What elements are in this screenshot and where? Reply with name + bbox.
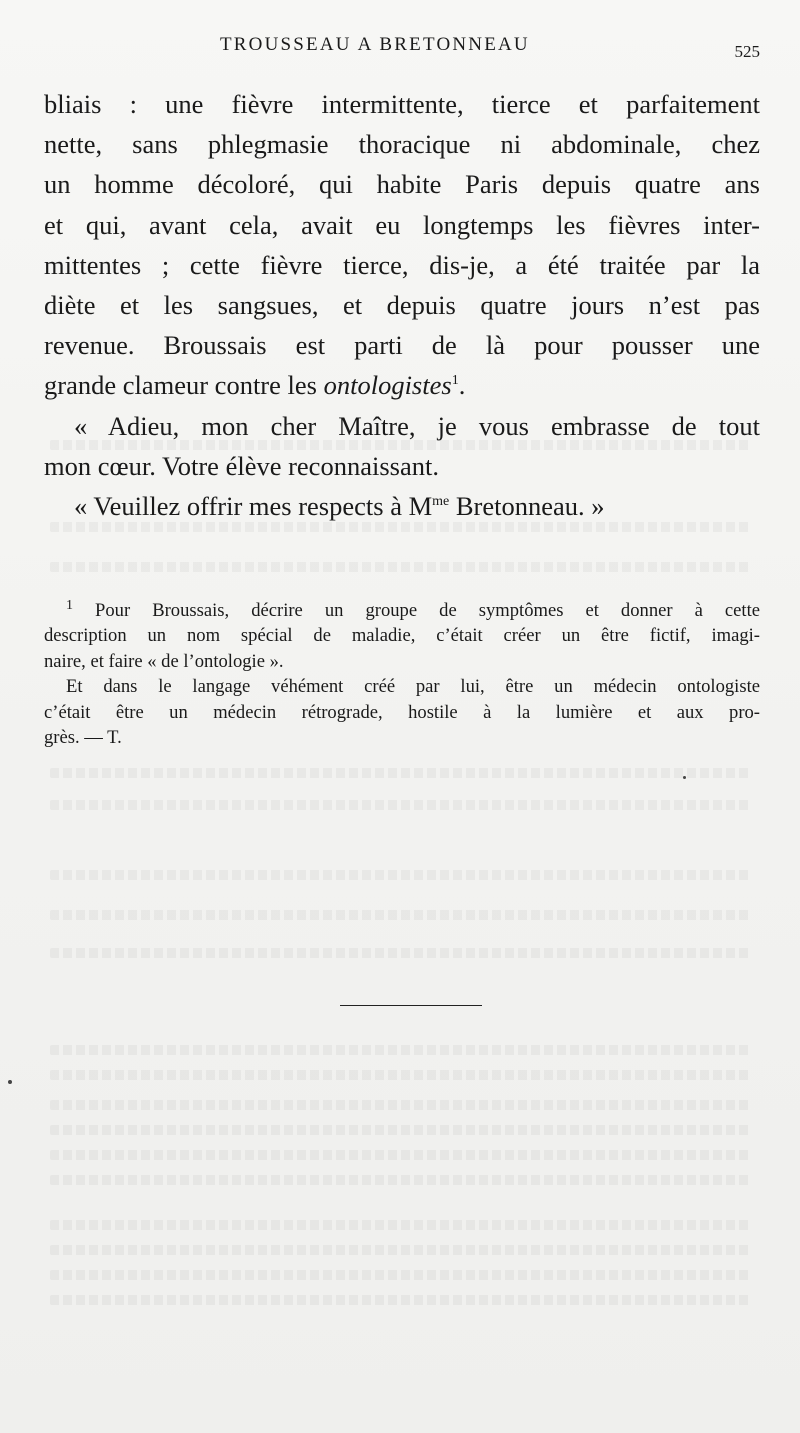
- show-through-text: [50, 768, 750, 778]
- show-through-text: [50, 562, 750, 572]
- text-line: [44, 365, 760, 405]
- show-through-text: [50, 948, 750, 958]
- page-header: [44, 34, 760, 64]
- text-line: diète et les sangsues, et depuis quatre jours n’est pas: [44, 289, 760, 320]
- superscript-abbreviation: me: [432, 494, 450, 510]
- text-line: « Adieu, mon cher Maître, je vous embrasse de tout: [74, 410, 760, 441]
- show-through-text: [50, 1295, 750, 1305]
- show-through-text: [50, 1150, 750, 1160]
- italic-word: ontologistes: [323, 370, 452, 401]
- end-rule: [340, 1005, 482, 1006]
- text-line: [44, 486, 760, 526]
- footnote-marker: 1: [66, 597, 73, 613]
- footnote-line: description un nom spécial de maladie, c’était créer un être fictif, imagi-: [44, 625, 760, 647]
- footnote-reference[interactable]: 1: [451, 373, 459, 389]
- text-fragment: Bretonneau. »: [449, 490, 605, 521]
- show-through-text: [50, 910, 750, 920]
- show-through-text: [50, 1175, 750, 1185]
- show-through-text: [50, 1100, 750, 1110]
- show-through-text: [50, 1270, 750, 1280]
- show-through-text: [50, 870, 750, 880]
- text-fragment: « Veuillez offrir mes respects à M: [74, 490, 433, 521]
- running-title: TROUSSEAU A BRETONNEAU: [220, 34, 530, 55]
- text-fragment: .: [458, 370, 466, 401]
- page-number: 525: [734, 42, 760, 61]
- footnote-line: naire, et faire « de l’ontologie ».: [44, 650, 284, 672]
- text-line: un homme décoloré, qui habite Paris depuis quatre ans: [44, 169, 760, 200]
- text-line: et qui, avant cela, avait eu longtemps les fièvres inter-: [44, 209, 760, 240]
- show-through-text: [50, 1125, 750, 1135]
- footnote-line: [44, 598, 760, 623]
- paper-speck: [683, 776, 686, 779]
- footnote-line: Et dans le langage véhément créé par lui, être un médecin ontologiste: [66, 676, 760, 698]
- show-through-text: [50, 800, 750, 810]
- text-line: nette, sans phlegmasie thoracique ni abdominale, chez: [44, 129, 760, 160]
- main-text: [44, 84, 760, 526]
- show-through-text: [50, 1045, 750, 1055]
- footnote-line: c’était être un médecin rétrograde, hostile à la lumière et aux pro-: [44, 701, 760, 723]
- text-fragment: grande clameur contre les: [44, 370, 324, 401]
- text-line: bliais : une fièvre intermittente, tierce et parfaitement: [44, 89, 760, 119]
- paper-speck: [8, 1080, 12, 1084]
- show-through-text: [50, 1245, 750, 1255]
- show-through-text: [50, 1070, 750, 1080]
- text-line: revenue. Broussais est parti de là pour pousser une: [44, 330, 760, 361]
- show-through-text: [50, 1220, 750, 1230]
- text-line: mittentes ; cette fièvre tierce, dis-je, a été traitée par la: [44, 249, 760, 280]
- footnote-line: grès. — T.: [44, 726, 122, 748]
- footnotes: [44, 598, 760, 750]
- text-fragment: Pour Broussais, décrire un groupe de symptômes et donner à cette: [73, 600, 760, 621]
- text-line: mon cœur. Votre élève reconnaissant.: [44, 450, 439, 481]
